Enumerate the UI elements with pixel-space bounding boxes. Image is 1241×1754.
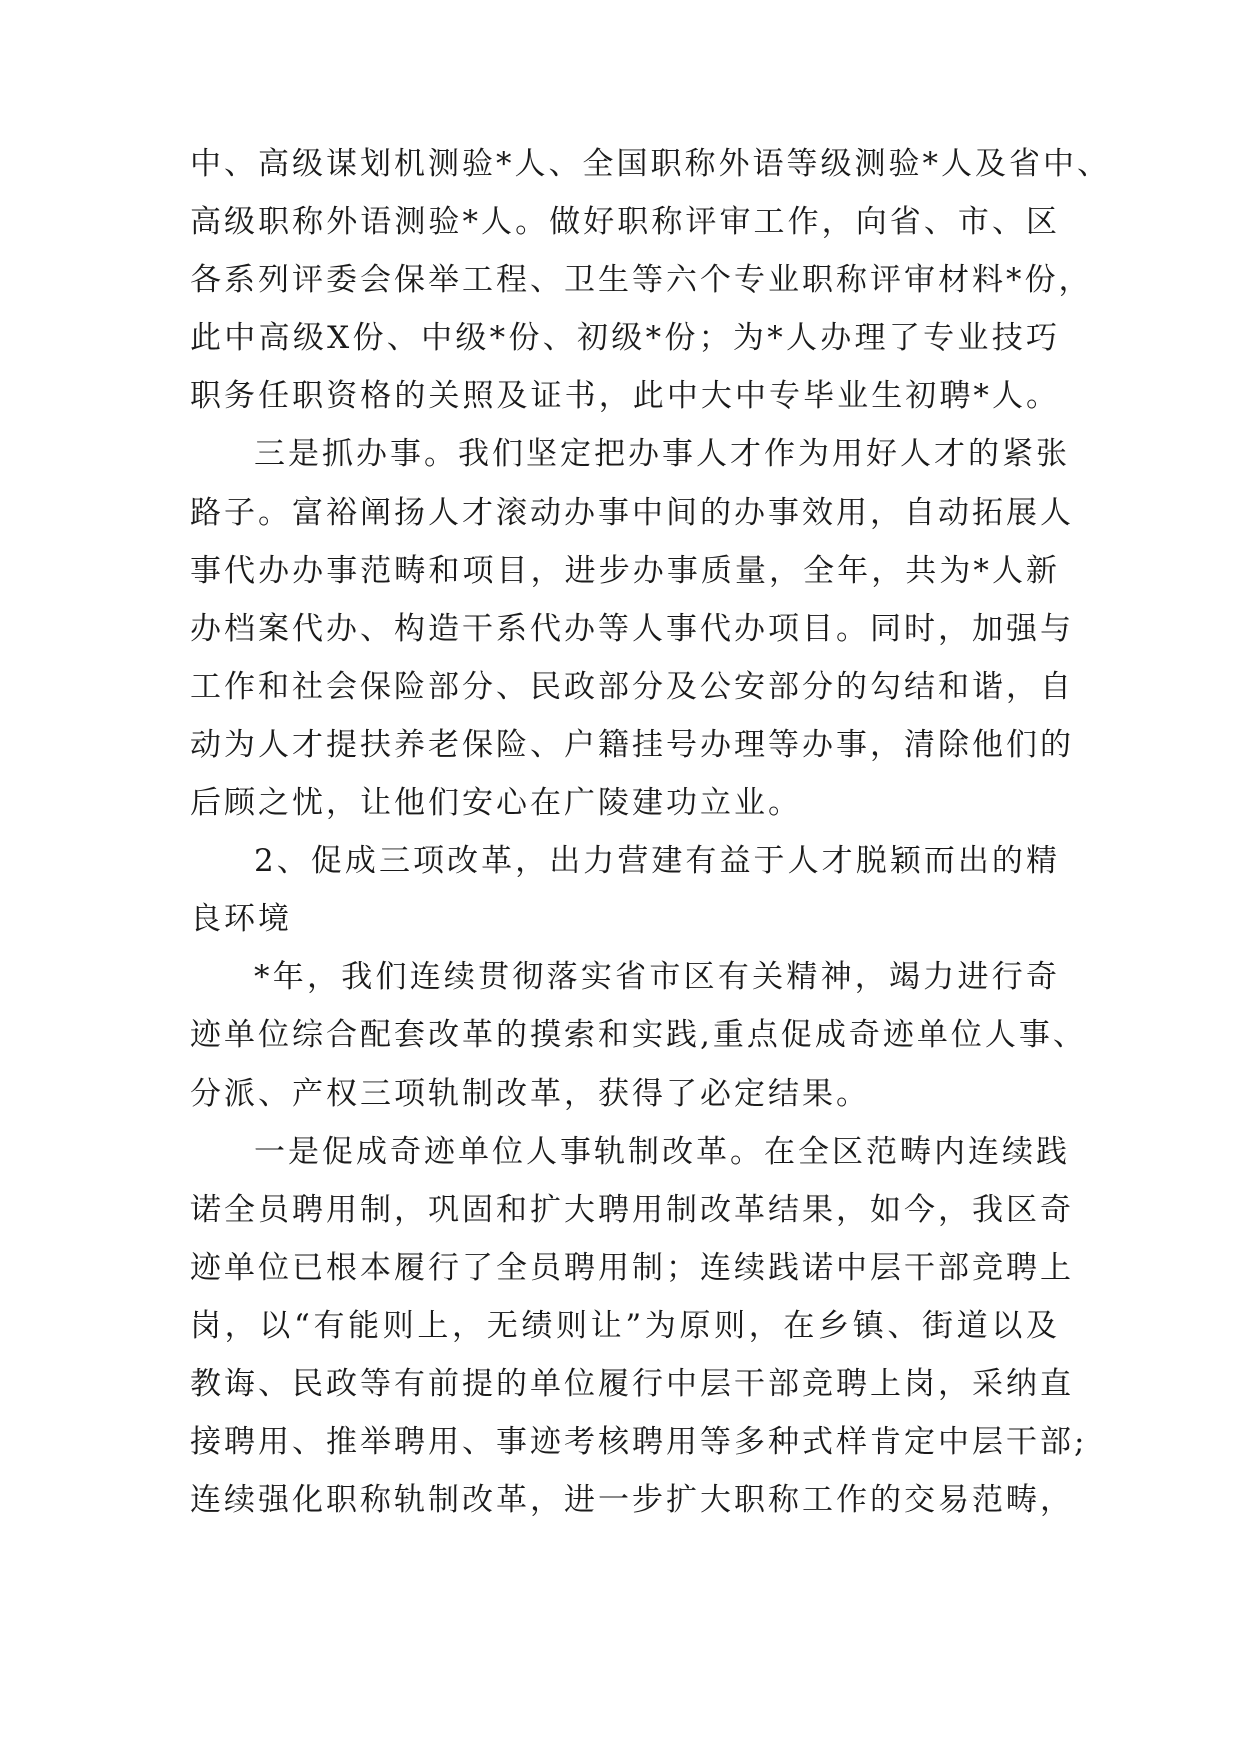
text-line: 各系列评委会保举工程、卫生等六个专业职称评审材料*份，: [190, 262, 1093, 299]
text-line: 事代办办事范畴和项目，进步办事质量，全年，共为*人新: [190, 552, 1060, 589]
text-line: 此中高级X份、中级*份、初级*份；为*人办理了专业技巧: [190, 320, 1060, 357]
text-line: 迹单位综合配套改革的摸索和实践,重点促成奇迹单位人事、: [190, 1017, 1087, 1054]
text-line: 分派、产权三项轨制改革，获得了必定结果。: [190, 1075, 870, 1112]
text-line: 教诲、民政等有前提的单位履行中层干部竞聘上岗，采纳直: [190, 1365, 1074, 1402]
text-line: 办档案代办、构造干系代办等人事代办项目。同时，加强与: [190, 610, 1074, 647]
text-line: 连续强化职称轨制改革，进一步扩大职称工作的交易范畴，: [190, 1482, 1074, 1519]
section-heading-line: 2、促成三项改革，出力营建有益于人才脱颖而出的精: [254, 843, 1060, 880]
text-line: 后顾之忧，让他们安心在广陵建功立业。: [190, 785, 802, 822]
text-line: 诺全员聘用制，巩固和扩大聘用制改革结果，如今，我区奇: [190, 1191, 1074, 1228]
text-line: 动为人才提扶养老保险、户籍挂号办理等办事，清除他们的: [190, 726, 1074, 763]
text-line: 职务任职资格的关照及证书，此中大中专毕业生初聘*人。: [190, 378, 1060, 415]
paragraph-start-line: 三是抓办事。我们坚定把办事人才作为用好人才的紧张: [254, 436, 1070, 473]
text-line: 岗，以“有能则上，无绩则让”为原则，在乡镇、街道以及: [190, 1307, 1060, 1344]
document-body: [190, 135, 1111, 1529]
section-heading-line: 良环境: [190, 901, 292, 938]
paragraph-start-line: *年，我们连续贯彻落实省市区有关精神，竭力进行奇: [254, 959, 1060, 996]
text-line: 高级职称外语测验*人。做好职称评审工作，向省、市、区: [190, 204, 1060, 241]
text-line: 接聘用、推举聘用、事迹考核聘用等多种式样肯定中层干部;: [190, 1424, 1088, 1461]
text-line: 中、高级谋划机测验*人、全国职称外语等级测验*人及省中、: [190, 146, 1111, 182]
text-line: 路子。富裕阐扬人才滚动办事中间的办事效用，自动拓展人: [190, 494, 1074, 531]
text-line: 工作和社会保险部分、民政部分及公安部分的勾结和谐，自: [190, 668, 1074, 705]
text-line: 迹单位已根本履行了全员聘用制；连续践诺中层干部竞聘上: [190, 1249, 1074, 1286]
paragraph-start-line: 一是促成奇迹单位人事轨制改革。在全区范畴内连续践: [254, 1133, 1070, 1170]
